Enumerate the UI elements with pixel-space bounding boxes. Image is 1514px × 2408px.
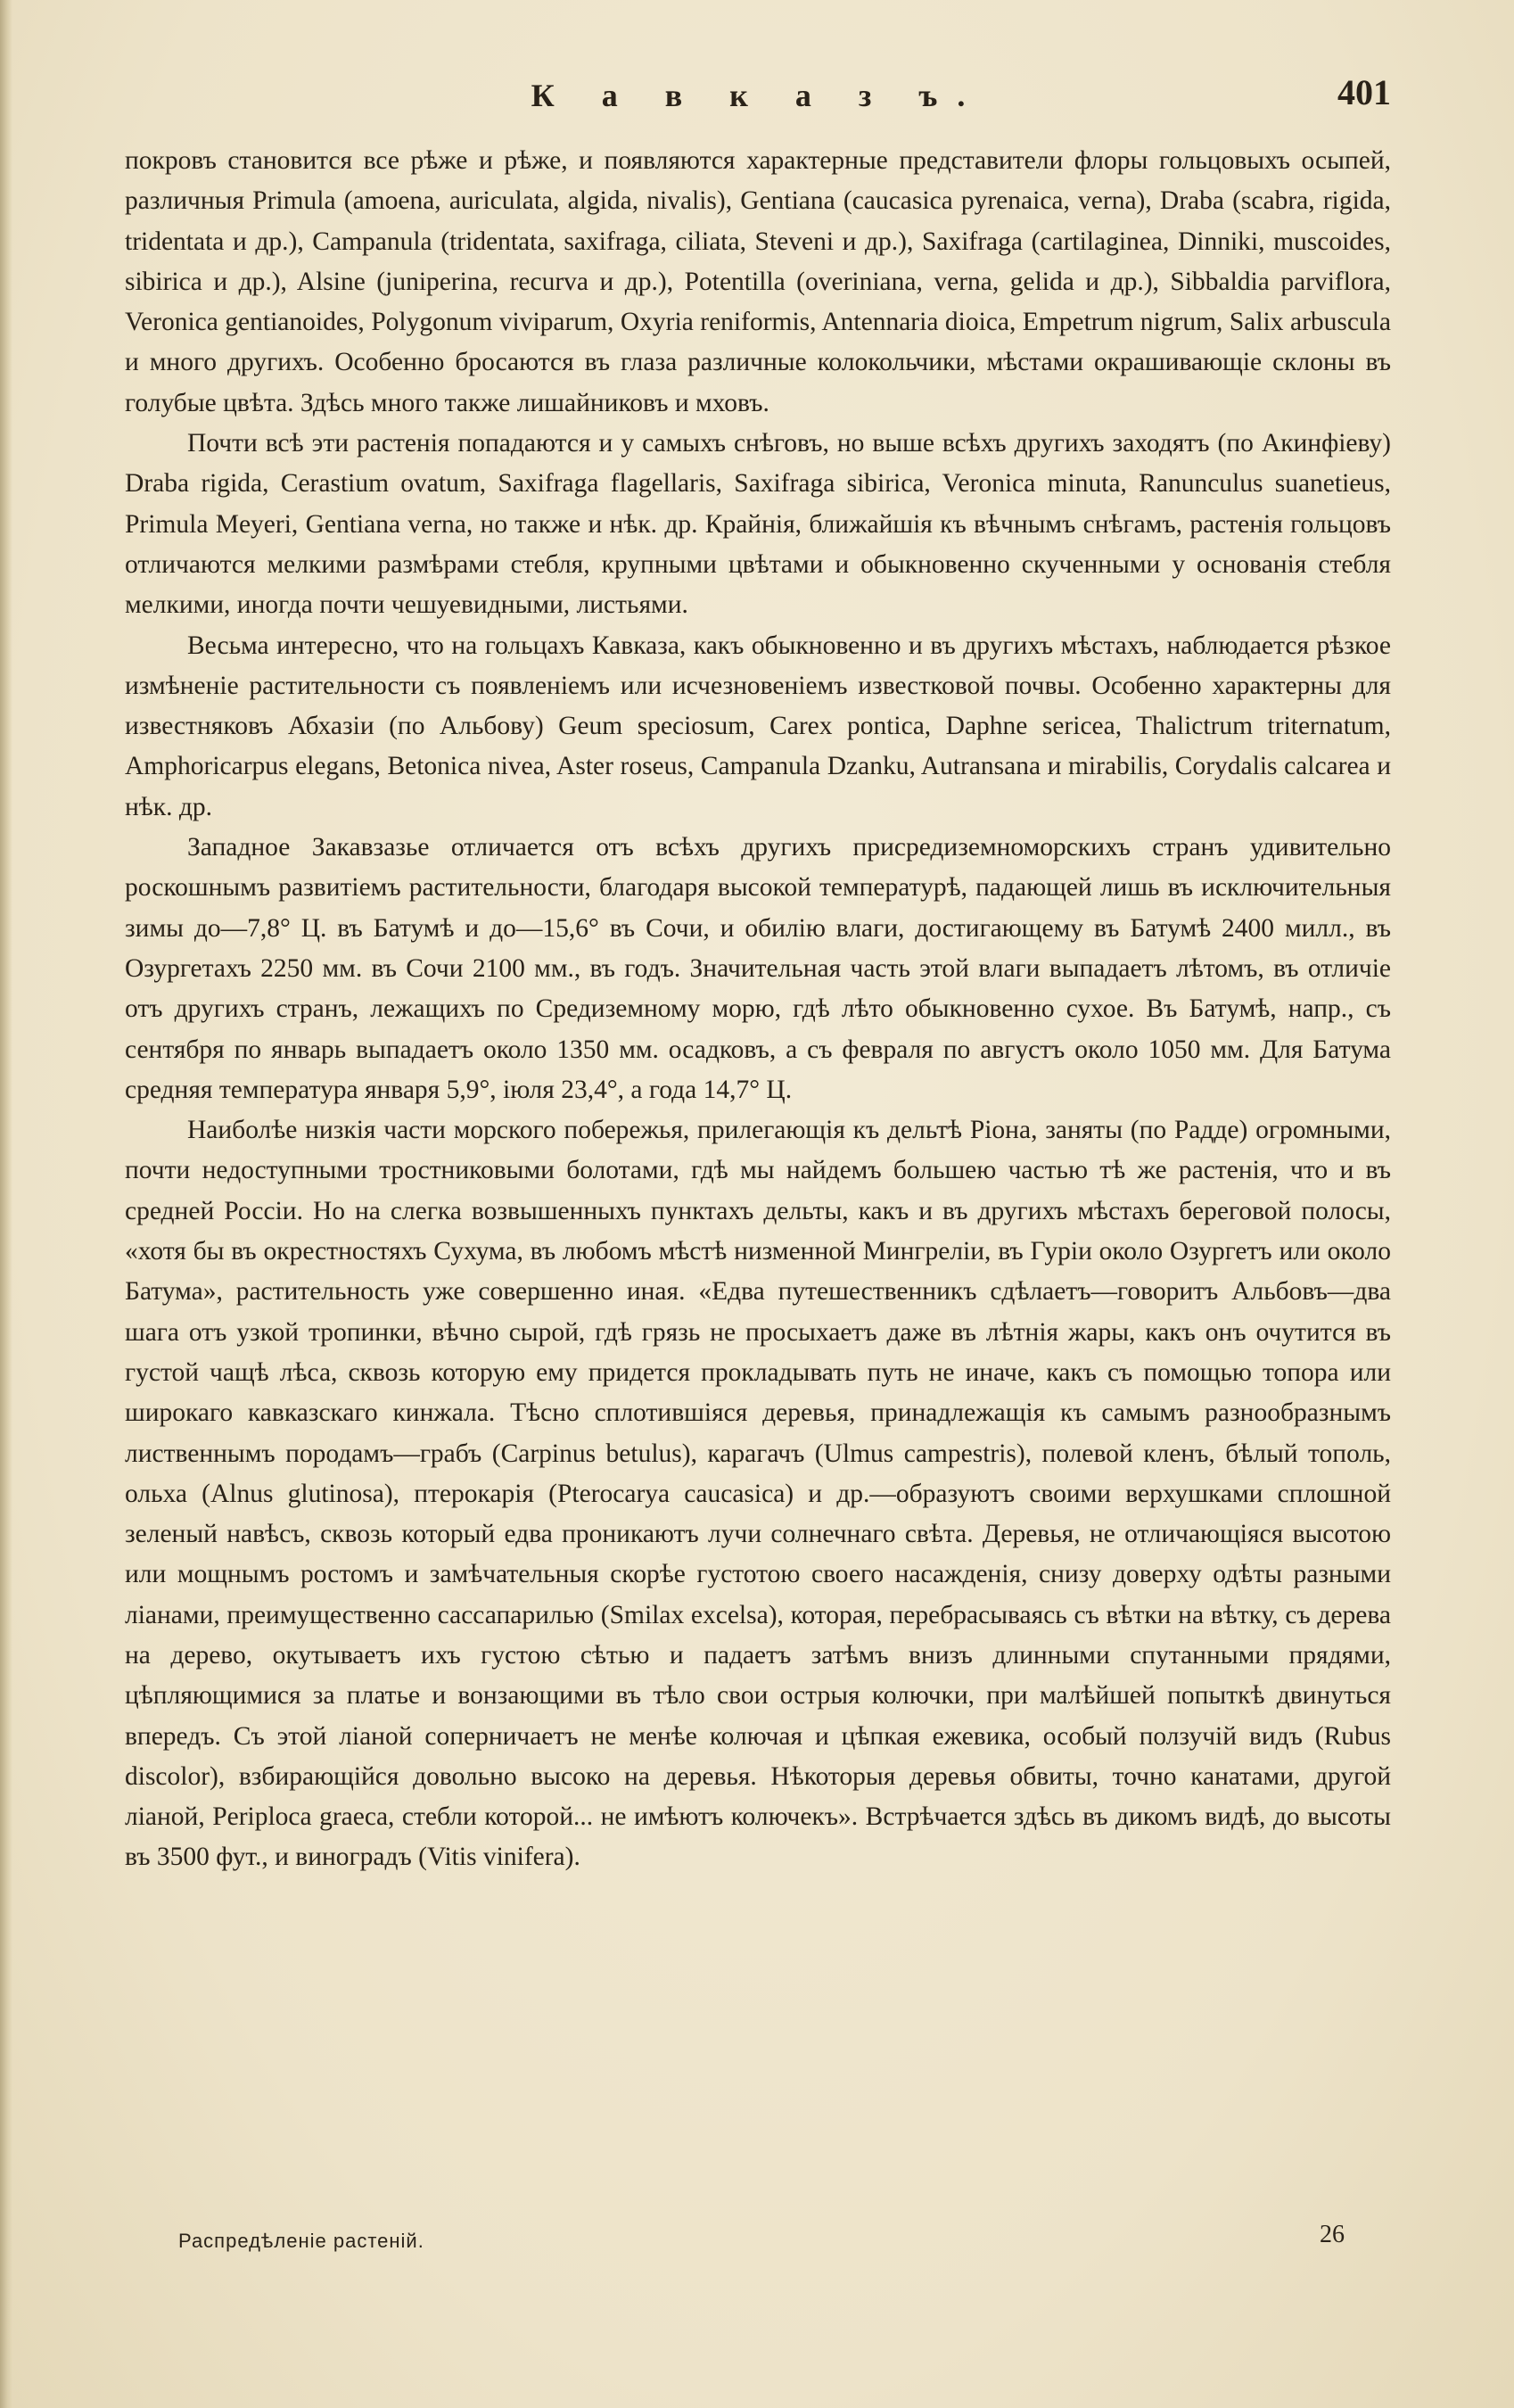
paragraph-3: Весьма интересно, что на гольцахъ Кавказа, какъ обыкновенно и въ другихъ мѣстахъ, наблюдается рѣзкое измѣненіе растительности съ появленіемъ или исчезновеніемъ известковой почвы. Особенно характерны для известняковъ Абхазіи (по Альбову) Geum speciosum, Carex pontica, Daphne sericea, Thalictrum triternatum, Amphoricarpus elegans, Betonica nivea, Aster roseus, Campanula Dzanku, Autransana и mirabilis, Corydalis calcarea и нѣк. др. — [125, 631, 1391, 821]
page-header — [125, 71, 1391, 125]
page-number: 401 — [1337, 72, 1391, 112]
running-title: К а в к а з ъ. — [531, 78, 985, 113]
paragraph-4: Западное Закавзазье отличается отъ всѣхъ другихъ присредиземноморскихъ странъ удивительно роскошнымъ развитіемъ растительности, благодаря высокой температурѣ, падающей лишь въ исключительныя зимы до—7,8° Ц. въ Батумѣ и до—15,6° въ Сочи, и обилію влаги, достигающему въ Батумѣ 2400 милл., въ Озургетахъ 2250 мм. въ Сочи 2100 мм., въ годъ. Значительная часть этой влаги выпадаетъ лѣтомъ, въ отличіе отъ другихъ странъ, лежащихъ по Средиземному морю, гдѣ лѣто обыкновенно сухое. Въ Батумѣ, напр., съ сентября по январь выпадаетъ около 1350 мм. осадковъ, а съ февраля по августъ около 1050 мм. Для Батума средняя температура января 5,9°, іюля 23,4°, а года 14,7° Ц. — [125, 833, 1391, 1104]
paragraph-5: Наиболѣе низкія части морского побережья, прилегающія къ дельтѣ Ріона, заняты (по Радде) огромными, почти недоступными тростниковыми болотами, гдѣ мы найдемъ большею частью тѣ же растенія, что и въ средней Россіи. Но на слегка возвышенныхъ пунктахъ дельты, какъ и въ другихъ мѣстахъ береговой полосы, «хотя бы въ окрестностяхъ Сухума, въ любомъ мѣстѣ низменной Мингреліи, въ Гуріи около Озургетъ или около Батума», растительность уже совершенно иная. «Едва путешественникъ сдѣлаетъ—говоритъ Альбовъ—два шага отъ узкой тропинки, вѣчно сырой, гдѣ грязь не просыхаетъ даже въ лѣтнія жары, какъ онъ очутится въ густой чащѣ лѣса, сквозь которую ему придется прокладывать путь не иначе, какъ съ помощью топора или широкаго кавказскаго кинжала. Тѣсно сплотившіяся деревья, принадлежащія къ самымъ разнообразнымъ лиственнымъ породамъ—грабъ (Carpinus betulus), карагачъ (Ulmus campestris), полевой кленъ, бѣлый тополь, ольха (Alnus glutinosa), птерокарія (Pterocarya caucasica) и др.—образуютъ своими верхушками сплошной зеленый навѣсъ, сквозь который едва проникаютъ лучи солнечнаго свѣта. Деревья, не отличающіяся высотою или мощнымъ ростомъ и замѣчательныя скорѣе густотою своего насажденія, снизу доверху одѣты разными ліанами, преимущественно сассапарилью (Smilax excelsa), которая, перебрасываясь съ вѣтки на вѣтку, съ дерева на дерево, окутываетъ ихъ густою сѣтью и падаетъ затѣмъ внизъ длинными спутанными прядями, цѣпляющимися за платье и вонзающими въ тѣло свои острыя колючки, при малѣйшей попыткѣ двинуться впередъ. Съ этой ліаной соперничаетъ не менѣе колючая и цѣпкая ежевика, особый ползучій видъ (Rubus discolor), взбирающійся довольно высоко на деревья. Нѣкоторыя деревья обвиты, точно канатами, другой ліаной, Periploca graeca, стебли которой... не имѣютъ колючекъ». Встрѣчается здѣсь въ дикомъ видѣ, до высоты въ 3500 фут., и виноградъ (Vitis vinifera). — [125, 1116, 1391, 1872]
sheet-number: 26 — [1320, 2221, 1345, 2248]
body-text — [125, 141, 1391, 1878]
page-edge-shadow — [0, 0, 12, 2408]
paragraph-2: Почти всѣ эти растенія попадаются и у самыхъ снѣговъ, но выше всѣхъ другихъ заходятъ (по Акинфіеву) Draba rigida, Cerastium ovatum, Saxifraga flagellaris, Saxifraga sibirica, Veronica minuta, Ranunculus suanetieus, Primula Meyeri, Gentiana verna, но также и нѣк. др. Крайнія, ближайшія къ вѣчнымъ снѣгамъ, растенія гольцовъ отличаются мелкими размѣрами стебля, крупными цвѣтами и обыкновенно скученными у основанія стебля мелкими, иногда почти чешуевидными, листьями. — [125, 429, 1391, 620]
paragraph-1: покровъ становится все рѣже и рѣже, и появляются характерные представители флоры гольцовыхъ осыпей, различныя Primula (amoena, auriculata, algida, nivalis), Gentiana (caucasica pyrenaica, verna), Draba (scabra, rigida, tridentata и др.), Campanula (tridentata, saxifraga, ciliata, Steveni и др.), Saxifraga (cartilaginea, Dinniki, muscoides, sibirica и др.), Alsine (juniperina, recurva и др.), Potentilla (overiniana, verna, gelida и др.), Sibbaldia parviflora, Veronica gentianoides, Polygonum viviparum, Oxyria reniformis, Antennaria dioica, Empetrum nigrum, Salix arbuscula и много другихъ. Особенно бросаются въ глаза различные колокольчики, мѣстами окрашивающіе склоны въ голубые цвѣта. Здѣсь много также лишайниковъ и мховъ. — [125, 146, 1391, 417]
sheet-signature: Распредѣленіе растеній. — [178, 2230, 424, 2252]
